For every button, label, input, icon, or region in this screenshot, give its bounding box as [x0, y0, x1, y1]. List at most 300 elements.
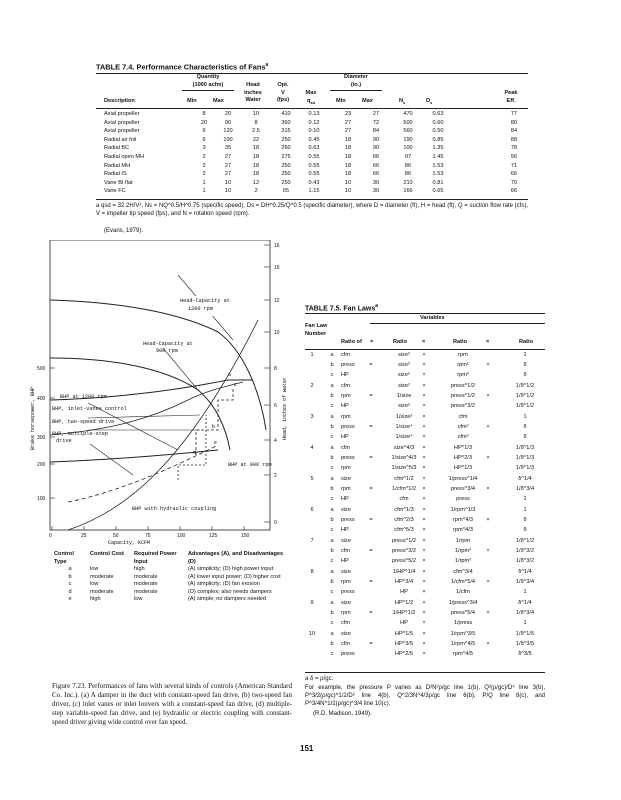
fan-law-cell: 1/press	[453, 619, 473, 626]
table75-footnote-example: For example, the pressure P varies as D²N²ρ/gc line 1(b), Q²(ρ/gc)/D⁴ line 3(b), P^3/2(ρ/gc)^1/2/D² line 4(b), Q^2/3N^4/3ρ/gc line 6(b), P/Q line 8(c), and P^3/4N^1/2(ρ/gc)^3/4 line 10(c).	[305, 685, 545, 707]
fan-law-cell: ×	[486, 640, 490, 647]
fan-value: 90	[372, 136, 380, 143]
fan-law-cell: =	[369, 423, 373, 430]
table75-footnote-delta: a δ = ρ/gc.	[305, 676, 334, 682]
table74-max1-hdr: Max	[213, 98, 224, 104]
table75-x2-hdr: ×	[486, 339, 490, 345]
fan-value: 100	[403, 145, 413, 152]
fan-law-cell: cfm	[341, 445, 351, 451]
fan-law-cell: cfm	[341, 383, 351, 389]
fan-value: 210	[403, 179, 413, 186]
fan-law-cell: press^1/2	[450, 392, 476, 399]
fan-value: 10	[344, 188, 352, 195]
fan-law-cell: rpm	[341, 485, 351, 492]
fan-law-cell: HP^3/4	[394, 578, 414, 585]
fan-law-cell: ×	[422, 538, 426, 544]
fan-value: 27	[224, 171, 232, 178]
fan-value: 77	[510, 111, 518, 117]
fan-law-cell: ×	[486, 609, 490, 616]
fan-law-cell: b	[330, 361, 334, 368]
ctrl-hdr-cost: Control Cost	[90, 551, 124, 557]
fan-law-cell: 1/rpm³	[454, 557, 472, 564]
fan-value: 6	[202, 136, 206, 143]
fan-law-cell: a	[330, 600, 334, 606]
fan-law-cell: HP^1/2	[394, 600, 414, 606]
table74-desc-hdr: Description	[104, 98, 135, 104]
curve-letter-e: e	[214, 440, 217, 446]
fan-law-cell: ×	[422, 476, 426, 482]
table74-max2-hdr: Max	[362, 98, 373, 104]
fan-value: 0.50	[432, 128, 444, 135]
fan-law-cell: =	[369, 578, 373, 585]
fan-law-cell: ×	[486, 361, 490, 368]
control-cell: moderate	[134, 581, 158, 587]
fan-law-cell: size²	[398, 361, 410, 368]
fan-law-cell: b	[330, 640, 334, 647]
fan-law-cell: ×	[422, 392, 426, 399]
control-cell: (D) complex; also needs dampers	[188, 588, 272, 595]
table75-hdr-rule	[305, 349, 545, 350]
fan-value: 84	[510, 128, 518, 135]
fan-law-cell: press	[341, 588, 355, 595]
fan-law-cell: press	[456, 495, 470, 502]
fan-law-cell: rpm	[341, 578, 351, 585]
fan-law-cell: HP	[341, 557, 349, 564]
fan-law-cell: c	[330, 588, 334, 595]
right-axis-tick-label: 12	[274, 298, 280, 304]
fan-law-cell: 1/size^5/3	[391, 464, 417, 471]
fan-law-cell: press^3/2	[450, 402, 476, 409]
fan-law-cell: cfm	[341, 352, 351, 358]
fan-law-cell: rpm	[341, 414, 351, 420]
fan-value: 88	[510, 136, 518, 143]
fan-law-cell: =	[369, 640, 373, 647]
diam-rule	[330, 90, 382, 91]
fan-value: 18	[344, 145, 352, 152]
table75-variables-hdr: Variables	[420, 315, 445, 321]
fan-law-cell: press^1/2	[450, 383, 476, 389]
fan-law-cell: δ^1/4	[518, 600, 532, 606]
fan-law-cell: HP^3/5	[394, 640, 414, 647]
fan-value: 66	[510, 171, 518, 178]
fan-law-cell: ×	[422, 650, 426, 657]
fan-law-cell: =	[369, 392, 373, 399]
fan-description: Radial BC	[104, 145, 130, 152]
table74-head-hdr: Head Inches Water	[244, 82, 262, 103]
control-row	[52, 589, 292, 597]
curve-letter-b: b	[212, 424, 215, 430]
fan-law-cell: cfm³	[457, 433, 469, 440]
table75-ratio2-hdr: Ratio	[453, 339, 467, 345]
fan-value: 1.45	[432, 154, 444, 160]
right-axis-tick-label: 4	[274, 438, 277, 444]
x-axis-tick-label: 50	[113, 533, 119, 539]
fan-value: 0.13	[308, 111, 320, 117]
fan-law-cell: 8	[310, 569, 314, 575]
control-cell: high	[90, 596, 101, 602]
fan-law-cell: 1/δ^3/2	[515, 547, 535, 554]
fan-law-cell: press	[341, 423, 355, 430]
fan-law-cell: c	[330, 433, 334, 440]
fan-value: 0.12	[308, 119, 320, 126]
fan-law-cell: a	[330, 631, 334, 637]
fan-law-cell: press^5/4	[450, 609, 476, 616]
fan-law-cell: 1/rpm^1/3	[450, 507, 476, 513]
control-cell: e	[68, 596, 72, 602]
table74-diam-hdr: Diameter (in.)	[344, 74, 368, 88]
fan-value: 10	[224, 179, 232, 186]
fan-value: 0.63	[308, 145, 320, 152]
fan-law-cell: c	[330, 619, 334, 626]
fan-law-cell: δ^1/4	[518, 569, 532, 575]
fan-value: 18	[252, 171, 260, 178]
fan-value: 18	[344, 162, 352, 169]
fan-law-cell: 1	[523, 507, 527, 513]
fan-value: 2	[254, 188, 258, 195]
fan-law-cell: ×	[422, 361, 426, 368]
fan-law-cell: ×	[422, 588, 426, 595]
fan-law-cell: a	[330, 414, 334, 420]
fan-value: 20	[224, 111, 232, 117]
fan-law-cell: HP	[341, 526, 349, 533]
control-row	[52, 581, 292, 589]
fan-value: 3	[202, 145, 206, 152]
fan-value: 66	[372, 162, 380, 169]
table74-max-hdr: Max $q_{sd}$	[305, 90, 317, 105]
fan-value: 0.55	[308, 154, 320, 160]
fan-value: 2	[202, 162, 206, 169]
x-axis-tick-label: 125	[209, 533, 218, 539]
left-axis-tick-label: 300	[37, 435, 46, 441]
fan-value: 0.81	[432, 179, 444, 186]
fan-law-cell: 1	[523, 414, 527, 420]
fan-law-cell: a	[330, 569, 334, 575]
fan-value: 410	[281, 111, 291, 117]
fan-law-cell: HP	[341, 495, 349, 502]
control-cell: moderate	[90, 588, 114, 595]
table74-ns-hdr: $N_s$	[399, 98, 406, 106]
fan-value: 18	[252, 154, 260, 160]
fan-law-cell: δ	[523, 516, 527, 523]
fan-law-cell: ×	[422, 547, 426, 554]
control-cell: moderate	[90, 573, 114, 580]
fan-law-cell: δ	[523, 433, 527, 440]
fan-law-cell: δ	[523, 526, 527, 533]
plot-frame	[50, 240, 270, 530]
fan-law-cell: size^4/3	[393, 445, 415, 451]
fan-law-cell: ×	[422, 631, 426, 637]
fan-law-cell: ×	[422, 495, 426, 502]
table74-min2-hdr: Min	[336, 98, 346, 104]
fan-law-cell: cfm	[399, 495, 409, 502]
left-axis-tick-label: 400	[37, 396, 46, 402]
fan-value: 470	[403, 111, 413, 117]
fan-value: 30	[372, 179, 380, 186]
fan-law-cell: cfm^1/3	[394, 507, 414, 513]
fan-law-cell: a	[330, 352, 334, 358]
fan-law-cell: cfm	[341, 640, 351, 647]
fan-law-cell: 3	[310, 414, 314, 420]
fan-law-cell: HP^1/5	[394, 631, 414, 637]
fan-description: Axial propeller	[104, 111, 140, 117]
fan-value: 360	[281, 119, 291, 126]
right-axis-tick-label: 15	[274, 265, 280, 271]
fan-law-cell: b	[330, 485, 334, 492]
fan-law-cell: 1/δ^1/5	[515, 631, 535, 637]
right-axis-tick-label: 2	[274, 473, 277, 479]
fan-law-cell: ×	[422, 485, 426, 492]
fan-value: 27	[224, 154, 232, 160]
fan-law-cell: ×	[486, 454, 490, 461]
table75-top-rule	[305, 313, 545, 314]
fan-law-cell: ×	[422, 414, 426, 420]
left-axis-tick-label: 100	[37, 496, 46, 502]
fan-law-cell: cfm^5/3	[394, 526, 414, 533]
fan-law-cell: δ^1/4	[518, 476, 532, 482]
x-axis-tick-label: 25	[81, 533, 87, 539]
fan-law-cell: HP	[341, 371, 349, 378]
table75-source: (R.D. Madison, 1949).	[313, 711, 372, 717]
fan-law-cell: ×	[422, 445, 426, 451]
fan-law-cell: cfm^1/2	[394, 476, 414, 482]
control-cell: b	[68, 573, 72, 580]
fan-law-cell: press	[341, 516, 355, 523]
fan-law-cell: press^1/2	[391, 538, 417, 544]
fan-value: 10	[224, 188, 232, 195]
label-hydraulic: BHP with hydraulic coupling	[132, 506, 217, 512]
fan-law-cell: c	[330, 650, 334, 657]
label-head-1200b: 1200 rpm	[188, 306, 213, 312]
fan-value: 6	[202, 128, 206, 135]
label-head-1200a: Head-Capacity at	[180, 298, 230, 304]
table74-peak-hdr: Peak Eff.	[504, 90, 518, 104]
fan-value: 0.55	[308, 171, 320, 178]
fan-law-cell: HP	[341, 433, 349, 440]
fan-value: 250	[281, 171, 291, 178]
fan-law-cell: 1/δ^1/3	[515, 464, 535, 471]
fan-value: 260	[281, 145, 291, 152]
fan-law-cell: =	[369, 516, 373, 523]
label-two-speed: BHP, two-speed drive	[52, 419, 115, 425]
fan-value: 12	[252, 179, 260, 186]
ctrl-hdr-type: Control Type	[54, 551, 74, 565]
left-axis-tick-label: 500	[37, 366, 46, 372]
fan-law-cell: 1/δ^1/2	[515, 392, 535, 399]
fan-law-cell: b	[330, 578, 334, 585]
right-axis-tick-label: 16	[274, 243, 280, 249]
fan-law-cell: ×	[422, 433, 426, 440]
fan-value: 27	[372, 111, 380, 117]
x-axis-tick-label: 0	[49, 533, 52, 539]
control-row	[52, 566, 292, 574]
x-axis-tick-label: 150	[241, 533, 250, 539]
fan-law-cell: =	[369, 361, 373, 368]
fan-law-cell: δ	[523, 423, 527, 430]
fan-value: 166	[403, 188, 413, 195]
fan-law-cell: rpm^4/3	[452, 516, 474, 523]
table74-title: TABLE 7.4. Performance Characteristics of Fans$^a$	[96, 62, 269, 72]
fan-law-cell: =	[369, 609, 373, 616]
fan-law-cell: 1/cfm	[456, 588, 470, 595]
fan-description: Radial IS	[104, 171, 127, 178]
label-inlet-vanes: BHP, inlet-vanes control	[52, 406, 127, 412]
fan-law-cell: 2	[310, 383, 314, 389]
fan-value: 1.53	[432, 162, 444, 169]
fan-description: Axial propeller	[104, 119, 140, 126]
fan-law-cell: b	[330, 547, 334, 554]
ctrl-hdr-power: Required Power Input	[134, 551, 177, 565]
fan-law-cell: rpm	[341, 464, 351, 471]
table74-qty-hdr: Quantity (1000 acfm)	[192, 74, 224, 88]
fan-law-cell: b	[330, 454, 334, 461]
label-multiple-step-1: BHP, multiple-step	[52, 431, 109, 437]
fan-value: 2.5	[252, 128, 260, 135]
fan-law-cell: 1/size^4/3	[391, 454, 417, 461]
fan-law-cell: 1/rpm²	[454, 547, 472, 554]
fan-value: 56	[510, 154, 518, 160]
fan-law-cell: ×	[422, 600, 426, 606]
fan-value: 1	[202, 179, 206, 186]
fan-value: 18	[252, 162, 260, 169]
control-cell: (A) lower input power; (D) higher cost	[188, 573, 281, 580]
fan-law-cell: ×	[422, 516, 426, 523]
right-axis-tick-label: 6	[274, 403, 277, 409]
fan-law-cell: b	[330, 516, 334, 523]
fan-law-cell: 1/size³	[395, 414, 413, 420]
fan-law-cell: press	[341, 650, 355, 657]
fan-law-cell: size	[341, 476, 351, 482]
fan-value: 90	[372, 145, 380, 152]
fan-law-cell: a	[330, 476, 334, 482]
fan-law-cell: b	[330, 423, 334, 430]
fan-law-cell: ×	[486, 547, 490, 554]
fan-value: 250	[281, 179, 291, 186]
table74-bottom-rule	[96, 199, 528, 200]
fan-value: 18	[344, 136, 352, 143]
fan-law-cell: δ^3/5	[518, 650, 532, 657]
fan-law-cell: cfm^3/4	[453, 569, 473, 575]
fan-law-cell: 1/δ^3/4	[515, 578, 535, 585]
control-cell: (A) simplicity; (D) fan erosion	[188, 581, 260, 587]
fan-law-cell: ×	[422, 454, 426, 461]
fan-law-cell: 1/cfm^5/4	[450, 578, 476, 585]
fan-law-cell: c	[330, 402, 334, 409]
fan-law-cell: 7	[310, 538, 314, 544]
fan-law-cell: δ	[523, 361, 527, 368]
control-row	[52, 574, 292, 582]
fan-law-cell: size	[341, 600, 351, 606]
fan-law-cell: 1/press^3/4	[448, 600, 478, 606]
control-cell: low	[90, 581, 99, 587]
fan-law-cell: size	[341, 569, 351, 575]
fan-law-cell: 1/δ^1/2	[515, 538, 535, 544]
fan-value: 18	[252, 145, 260, 152]
fan-law-cell: 6	[310, 507, 314, 513]
fan-law-cell: c	[330, 557, 334, 564]
fan-value: 250	[281, 162, 291, 169]
left-axis-tick-label: 200	[37, 462, 46, 468]
fan-law-cell: =	[369, 454, 373, 461]
fan-law-cell: rpm	[341, 392, 351, 399]
fan-value: 86	[404, 162, 412, 169]
fan-law-cell: ×	[422, 402, 426, 409]
fan-law-cell: size³	[398, 352, 410, 358]
pointer-line	[163, 348, 198, 390]
fan-value: 0.10	[308, 128, 320, 135]
fan-value: 80	[510, 119, 518, 126]
fan-value: 0.65	[432, 188, 444, 195]
table74-hdr-rule	[96, 108, 528, 109]
table75-title: TABLE 7.5. Fan Laws$^a$	[305, 303, 379, 313]
fan-law-cell: cfm²	[457, 423, 469, 430]
fan-value: 8	[254, 119, 258, 126]
fan-value: 30	[372, 188, 380, 195]
fan-law-cell: rpm^4/5	[452, 650, 474, 657]
fan-law-cell: 1/δ^3/5	[515, 640, 535, 647]
control-cell: moderate	[134, 588, 158, 595]
fan-value: 35	[224, 145, 232, 152]
fan-law-cell: rpm^4/3	[452, 526, 474, 533]
fan-law-cell: a	[330, 445, 334, 451]
fan-law-cell: ×	[422, 569, 426, 575]
fan-law-cell: rpm	[458, 352, 468, 358]
fan-value: 86	[404, 171, 412, 178]
control-cell: low	[90, 566, 99, 572]
fan-law-cell: HP	[400, 619, 408, 626]
fan-law-cell: ×	[422, 383, 426, 389]
fan-law-cell: ×	[422, 578, 426, 585]
fan-law-cell: HP^1/3	[453, 445, 473, 451]
fan-value: 27	[344, 119, 352, 126]
fan-law-cell: a	[330, 383, 334, 389]
fan-description: Axial propeller	[104, 128, 140, 135]
fan-law-cell: 1/rpm^4/5	[450, 640, 476, 647]
fan-law-cell: HP^1/3	[453, 464, 473, 471]
fan-law-cell: 1/size	[396, 392, 412, 399]
fan-law-cell: ×	[422, 619, 426, 626]
two-speed-lines	[178, 415, 206, 480]
fan-law-cell: ×	[422, 557, 426, 564]
table75-lawnum-hdr: Fan Law Number	[305, 323, 328, 337]
x-axis-tick-label: 75	[145, 533, 151, 539]
fan-value: 18	[344, 171, 352, 178]
fan-law-cell: 1/size⁴	[395, 433, 413, 440]
fan-law-cell: rpm³	[457, 371, 469, 378]
fan-value: 1	[202, 188, 206, 195]
fan-value: 66	[372, 154, 380, 160]
table74-footnote: a qsd = 32.2H/V², Ns = NQ^0.5/H^0.75 (specific speed), Ds = DH^0.25/Q^0.5 (specific diameter), where D = diameter (ft), H = head (ft), Q = suction flow rate (cfs), V = impeller tip speed (fps), and N = rotation speed (rpm).	[96, 203, 528, 217]
fan-value: 84	[372, 128, 380, 135]
fan-law-cell: 1/rpm	[455, 538, 471, 544]
fan-value: 72	[372, 119, 380, 126]
fan-law-cell: ×	[422, 640, 426, 647]
curve-letter-d: d	[193, 450, 196, 456]
fan-value: 71	[510, 162, 518, 169]
fan-law-cell: 1/δ^1/2	[515, 402, 535, 409]
fan-value: 2	[202, 154, 206, 160]
fan-law-cell: ×	[486, 485, 490, 492]
fan-law-cell: HP	[400, 588, 408, 595]
fan-law-cell: ×	[486, 423, 490, 430]
fan-value: 2	[202, 171, 206, 178]
fan-law-cell: cfm	[341, 619, 351, 626]
fan-law-cell: c	[330, 371, 334, 378]
fan-law-cell: ×	[486, 516, 490, 523]
x-axis-tick-label: 100	[177, 533, 186, 539]
fan-law-cell: b	[330, 609, 334, 616]
fan-law-cell: c	[330, 526, 334, 533]
fan-law-cell: press^5/2	[391, 557, 417, 564]
